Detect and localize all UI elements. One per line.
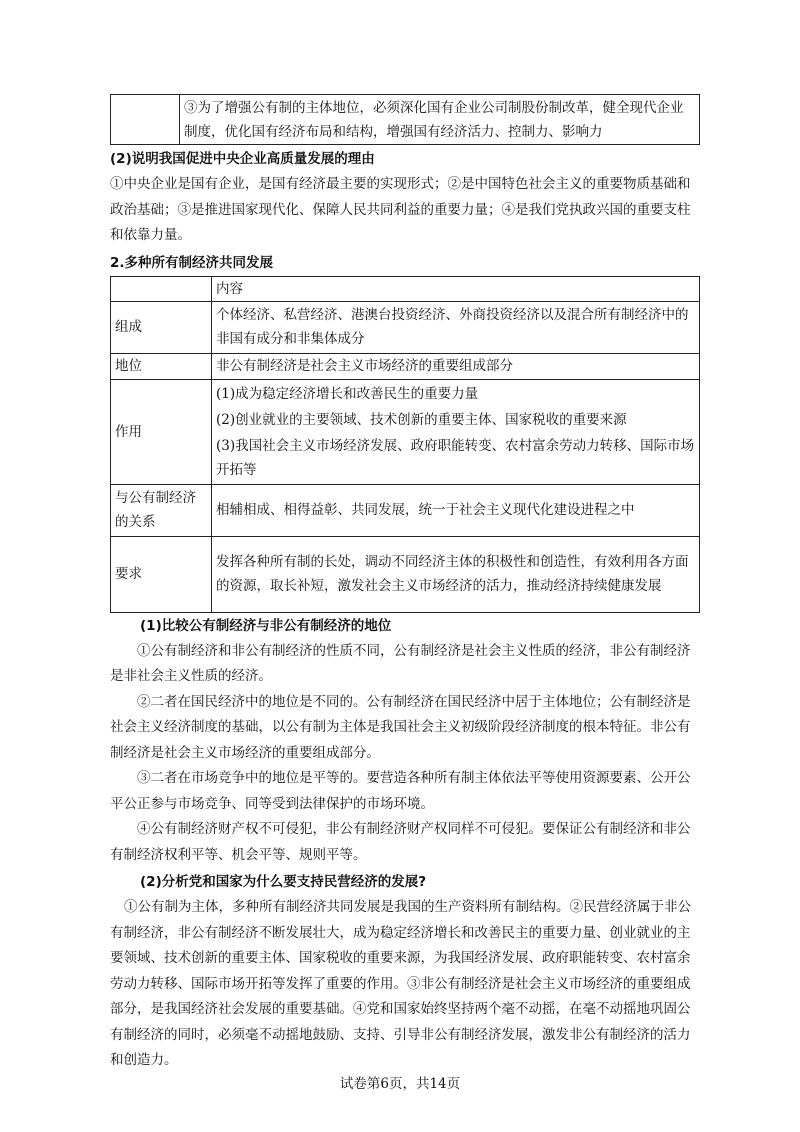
- row-content-relation: 相辅相成、相得益彰、共同发展，统一于社会主义现代化建设进程之中: [212, 484, 700, 536]
- q2-body: ①公有制为主体，多种所有制经济共同发展是我国的生产资料所有制结构。②民营经济属于非公有制经济，非公有制经济不断发展壮大，成为稳定经济增长和改善民主的重要力量、创业就业的主要领域、技术创新的重要主体、国家税收的重要来源，为我国经济发展、政府职能转变、农村富余劳动力转移、国际市场开拓等发挥了重要的作用。③非公有制经济是社会主义市场经济的重要组成部分，是我国经济社会发展的重要基础。④党和国家始终坚持两个毫不动摇，在毫不动摇地巩固公有制经济的同时，必须毫不动摇地鼓励、支持、引导非公有制经济发展，激发非公有制经济的活力和创造力。: [110, 899, 691, 1068]
- q2-heading: (2)分析党和国家为什么要支持民营经济的发展?: [140, 874, 427, 890]
- row-label-status: 地位: [111, 353, 212, 379]
- table-header-content: 内容: [212, 276, 700, 301]
- q1-paragraph: ①公有制经济和非公有制经济的性质不同，公有制经济是社会主义性质的经济，非公有制经济是非社会主义性质的经济。: [110, 642, 691, 684]
- q1-paragraph: ④公有制经济财产权不可侵犯，非公有制经济财产权同样不可侵犯。要保证公有制经济和非公有制经济权利平等、机会平等、规则平等。: [110, 821, 691, 863]
- section2-body: ①中央企业是国有企业，是国有经济最主要的实现形式；②是中国特色社会主义的重要物质基础和政治基础；③是推进国家现代化、保障人民共同利益的重要力量；④是我们党执政兴国的重要支柱和依靠力量。: [110, 176, 691, 243]
- role-item: (3)我国社会主义市场经济发展、政府职能转变、农村富余劳动力转移、国际市场开拓等: [216, 437, 695, 478]
- row-label-composition: 组成: [111, 301, 212, 353]
- page-content: [110, 94, 700, 1074]
- row-content-composition: 个体经济、私营经济、港澳台投资经济、外商投资经济以及混合所有制经济中的非国有成分和非集体成分: [212, 301, 700, 353]
- row-content-status: 非公有制经济是社会主义市场经济的重要组成部分: [212, 353, 700, 379]
- table-header-blank: [111, 276, 212, 301]
- main-heading: 2.多种所有制经济共同发展: [110, 254, 274, 271]
- row-label-requirement: 要求: [111, 536, 212, 612]
- top-table-blank-cell: [111, 95, 180, 145]
- section2-heading: (2)说明我国促进中央企业高质量发展的理由: [110, 151, 375, 167]
- ownership-table: [110, 276, 700, 613]
- row-label-role: 作用: [111, 379, 212, 484]
- row-content-requirement: 发挥各种所有制的长处，调动不同经济主体的积极性和创造性，有效利用各方面的资源，取长补短，激发社会主义市场经济的活力，推动经济持续健康发展: [212, 536, 700, 612]
- row-label-relation: 与公有制经济的关系: [111, 484, 212, 536]
- q1-paragraph: ②二者在国民经济中的地位是不同的。公有制经济在国民经济中居于主体地位；公有制经济是社会主义经济制度的基础，以公有制为主体是我国社会主义初级阶段经济制度的根本特征。非公有制经济是社会主义市场经济的重要组成部分。: [110, 693, 691, 761]
- page-footer: 试卷第6页，共14页: [339, 1076, 461, 1092]
- q1-heading: (1)比较公有制经济与非公有制经济的地位: [140, 617, 392, 634]
- role-item: (1)成为稳定经济增长和改善民生的重要力量: [216, 385, 479, 402]
- row-content-role: [212, 379, 700, 484]
- q1-paragraph: ③二者在市场竞争中的地位是平等的。要营造各种所有制主体依法平等使用资源要素、公开公平公正参与市场竞争、同等受到法律保护的市场环境。: [110, 770, 691, 812]
- role-item: (2)创业就业的主要领域、技术创新的重要主体、国家税收的重要来源: [216, 411, 627, 428]
- top-table: [110, 94, 700, 145]
- top-table-text-cell: ③为了增强公有制的主体地位，必须深化国有企业公司制股份制改革，健全现代企业制度，优化国有经济布局和结构，增强国有经济活力、控制力、影响力: [180, 95, 700, 145]
